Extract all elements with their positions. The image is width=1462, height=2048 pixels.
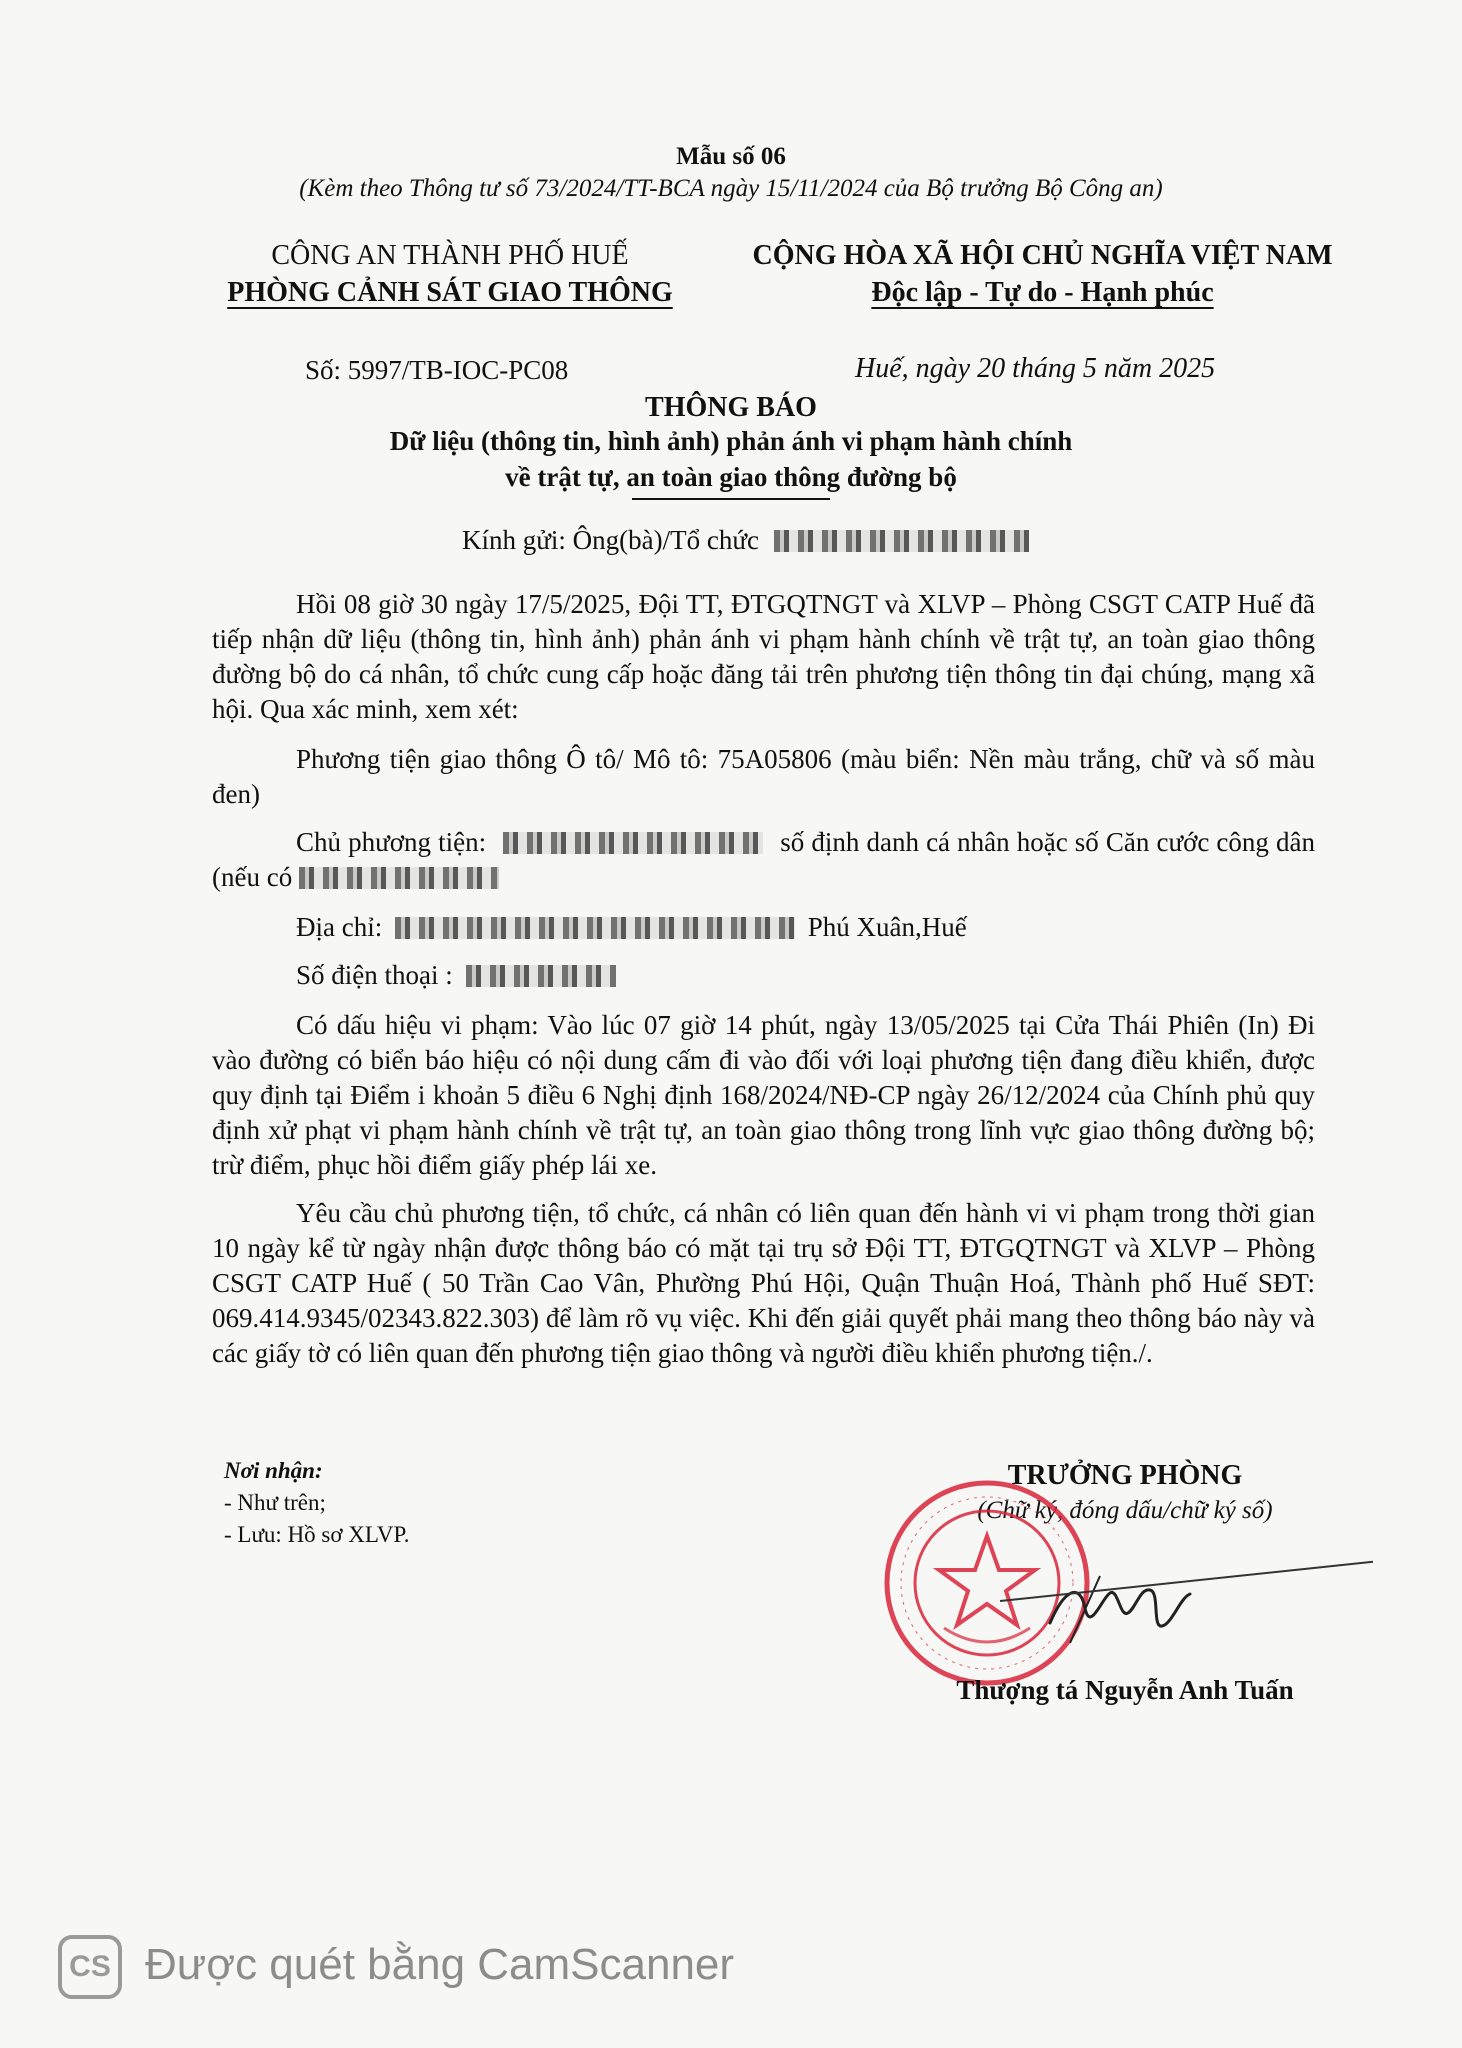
nation-title: CỘNG HÒA XÃ HỘI CHỦ NGHĨA VIỆT NAM xyxy=(752,240,1333,271)
paragraph-address xyxy=(296,910,1316,945)
redacted-owner-name xyxy=(503,832,763,854)
document-title: THÔNG BÁO xyxy=(645,392,817,423)
paragraph-request: Yêu cầu chủ phương tiện, tổ chức, cá nhân có liên quan đến hành vi vi phạm trong thời gian 10 ngày kể từ ngày nhận được thông báo có mặt tại trụ sở Đội TT, ĐTGQTNGT và XLVP – Phòng CSGT CATP Huế ( 50 Trần Cao Vân, Phường Phú Hội, Quận Thuận Hoá, Thành phố Huế SĐT: 069.414.9345/02343.822.303) để làm rõ vụ việc. Khi đến giải quyết phải mang theo thông báo này và các giấy tờ có liên quan đến phương tiện giao thông và người điều khiển phương tiện./. xyxy=(212,1198,1315,1368)
handwritten-signature-icon xyxy=(1040,1568,1200,1648)
redacted-recipient xyxy=(774,530,1029,552)
nation-motto xyxy=(715,277,1370,309)
agency-department xyxy=(180,277,720,309)
signature-note: (Chữ ký, đóng dấu/chữ ký số) xyxy=(977,1497,1273,1524)
form-number: Mẫu số 06 xyxy=(676,143,786,170)
paragraph-vehicle: Phương tiện giao thông Ô tô/ Mô tô: 75A05806 (màu biển: Nền màu trắng, chữ và số màu đen) xyxy=(212,744,1315,809)
place-date: Huế, ngày 20 tháng 5 năm 2025 xyxy=(855,353,1216,384)
paragraph-owner xyxy=(212,825,1315,895)
agency-name: CÔNG AN THÀNH PHỐ HUẾ xyxy=(271,240,629,271)
camscanner-logo-icon: CS xyxy=(58,1935,122,1999)
camscanner-watermark: Được quét bằng CamScanner xyxy=(145,1940,735,1989)
nation-motto-text: Độc lập - Tự do - Hạnh phúc xyxy=(871,277,1214,308)
paragraph-violation: Có dấu hiệu vi phạm: Vào lúc 07 giờ 14 phút, ngày 13/05/2025 tại Cửa Thái Phiên (In) Đi vào đường có biển báo hiệu có nội dung cấm đi vào đối với loại phương tiện đang điều khiển, được quy định tại Điểm i khoản 5 điều 6 Nghị định 168/2024/NĐ-CP ngày 26/12/2024 của Chính phủ quy định xử phạt vi phạm hành chính về trật tự, an toàn giao thông trong lĩnh vực giao thông đường bộ; trừ điểm, phục hồi điểm giấy phép lái xe. xyxy=(212,1010,1315,1180)
owner-label: Chủ phương tiện: xyxy=(296,827,487,857)
address-tail: Phú Xuân,Huế xyxy=(807,912,967,942)
redacted-owner-id xyxy=(299,867,499,889)
recipient-line xyxy=(462,525,1029,556)
phone-label: Số điện thoại : xyxy=(296,960,453,990)
owner-id-label: số định danh cá nhân hoặc số Căn cước công dân (nếu có xyxy=(212,827,1315,892)
redacted-address xyxy=(395,917,795,939)
recipients-heading: Nơi nhận: xyxy=(224,1458,323,1483)
document-subtitle-2: về trật tự, an toàn giao thông đường bộ xyxy=(505,462,957,492)
recipients-item-1: - Như trên; xyxy=(224,1490,326,1515)
form-reference: (Kèm theo Thông tư số 73/2024/TT-BCA ngày 15/11/2024 của Bộ trưởng Bộ Công an) xyxy=(299,175,1163,202)
document-number: Số: 5997/TB-IOC-PC08 xyxy=(305,355,569,385)
agency-department-text: PHÒNG CẢNH SÁT GIAO THÔNG xyxy=(227,277,673,308)
signer-name: Thượng tá Nguyễn Anh Tuấn xyxy=(956,1675,1294,1705)
signature-title: TRƯỞNG PHÒNG xyxy=(1007,1460,1243,1491)
title-underline xyxy=(632,498,830,500)
document-subtitle-1: Dữ liệu (thông tin, hình ảnh) phản ánh vi phạm hành chính xyxy=(389,426,1073,456)
recipients-item-2: - Lưu: Hồ sơ XLVP. xyxy=(224,1522,410,1547)
paragraph-phone xyxy=(296,958,1316,993)
address-label: Địa chỉ: xyxy=(296,912,383,942)
redacted-phone xyxy=(466,965,616,987)
recipient-label: Kính gửi: Ông(bà)/Tổ chức xyxy=(462,525,759,555)
paragraph-intro: Hồi 08 giờ 30 ngày 17/5/2025, Đội TT, ĐTGQTNGT và XLVP – Phòng CSGT CATP Huế đã tiếp nhận dữ liệu (thông tin, hình ảnh) phản ánh vi phạm hành chính về trật tự, an toàn giao thông đường bộ do cá nhân, tổ chức cung cấp hoặc đăng tải trên phương tiện thông tin đại chúng, mạng xã hội. Qua xác minh, xem xét: xyxy=(212,589,1315,724)
